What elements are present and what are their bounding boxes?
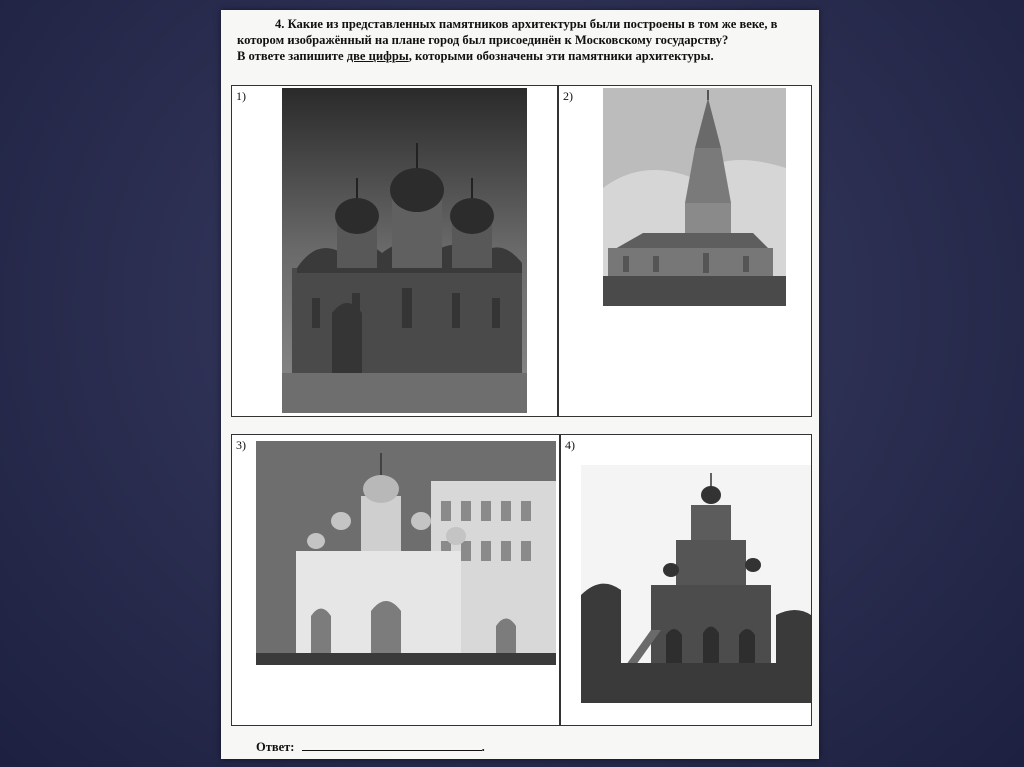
- photo-cathedral-and-palace: [256, 441, 556, 665]
- answer-trailing-dot: .: [481, 740, 485, 754]
- question-text: [237, 16, 789, 64]
- option-cell-3[interactable]: [231, 434, 560, 726]
- underlined-emphasis: две цифры: [346, 49, 409, 63]
- worksheet-page: [221, 10, 819, 759]
- photo-cathedral-five-domes: [282, 88, 527, 413]
- option-number-3: 3): [236, 438, 246, 452]
- photo-tiered-baroque-church: [581, 465, 811, 703]
- answer-line: [256, 739, 485, 755]
- question-line-2: котором изображённый на плане город был присоединён к Московскому государству?: [237, 33, 729, 47]
- answer-input[interactable]: [302, 739, 482, 751]
- question-line-3-suffix: , которыми обозначены эти памятники архитектуры.: [408, 49, 714, 63]
- option-cell-1[interactable]: [231, 85, 558, 417]
- answer-label: Ответ:: [256, 740, 295, 754]
- question-line-3: [237, 48, 789, 64]
- option-number-1: 1): [236, 89, 246, 103]
- question-line-1: 4. Какие из представленных памятников архитектуры были построены в том же веке, в: [275, 17, 778, 31]
- option-number-2: 2): [563, 89, 573, 103]
- question-line-3-prefix: В ответе запишите: [237, 49, 347, 63]
- photo-tent-roof-church: [603, 88, 786, 306]
- option-number-4: 4): [565, 438, 575, 452]
- option-cell-4[interactable]: [560, 434, 812, 726]
- option-cell-2[interactable]: [558, 85, 812, 417]
